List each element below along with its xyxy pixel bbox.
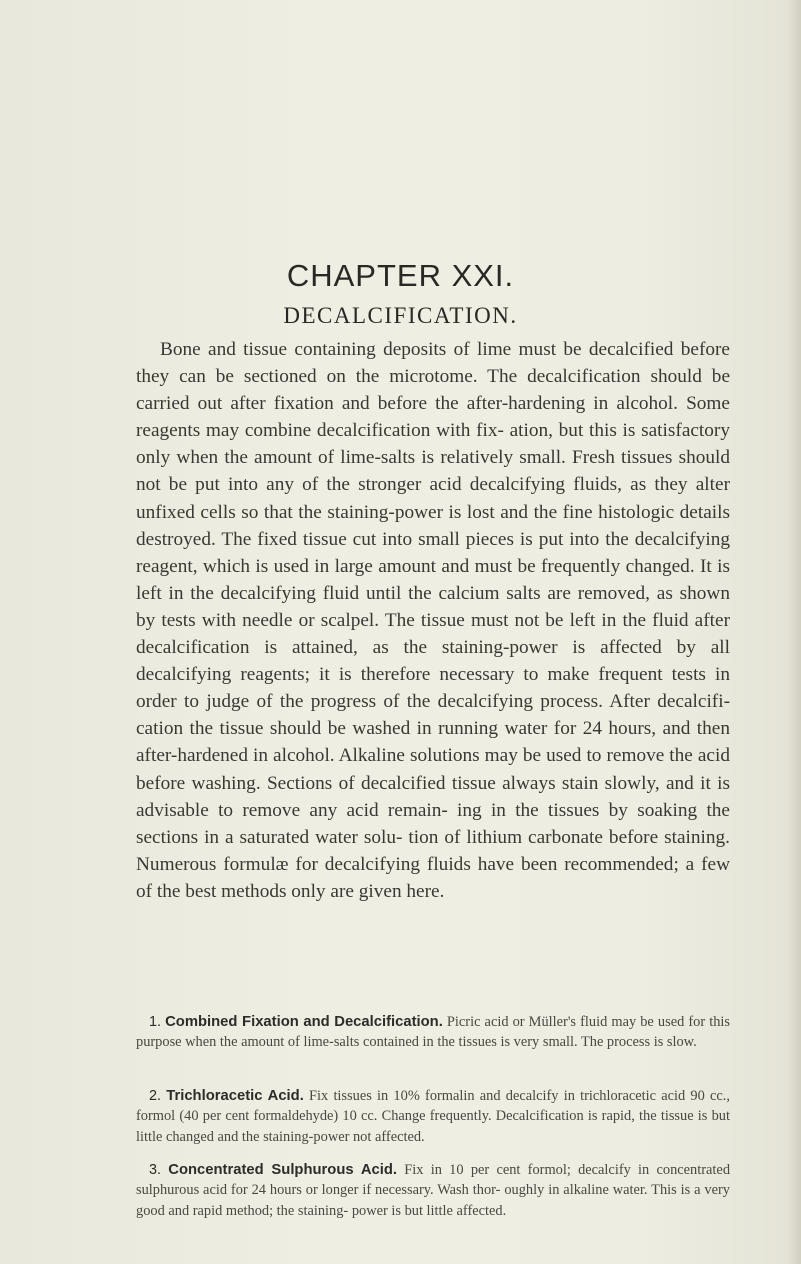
- intro-paragraph: Bone and tissue containing deposits of lime must be decalcified before they can be sectioned on the microtome. The decalcification should be carried out after fixation and before the after-hardening in alcohol. Some reagents may combine decalcification with fix- ation, but this is satisfactory only when the amount of lime-salts is relatively small. Fresh tissues should not be put into any of the stronger acid decalcifying fluids, as they alter unfixed cells so that the staining-power is lost and the fine histologic details destroyed. The fixed tissue cut into small pieces is put into the decalcifying reagent, which is used in large amount and must be frequently changed. It is left in the decalcifying fluid until the calcium salts are removed, as shown by tests with needle or scalpel. The tissue must not be left in the fluid after decalcification is attained, as the staining-power is affected by all decalcifying reagents; it is therefore necessary to make frequent tests in order to judge of the progress of the decalcifying process. After decalcifi- cation the tissue should be washed in running water for 24 hours, and then after-hardened in alcohol. Alkaline solutions may be used to remove the acid before washing. Sections of decalcified tissue always stain slowly, and it is advisable to remove any acid remain- ing in the tissues by soaking the sections in a saturated water solu- tion of lithium carbonate before staining. Numerous formulæ for decalcifying fluids have been recommended; a few of the best methods only are given here.: [136, 339, 730, 902]
- method-item: [136, 1012, 730, 1053]
- method-number: 2.: [149, 1088, 162, 1104]
- method-number: 3.: [149, 1162, 162, 1178]
- method-text: Fix tissues in 10% formalin and decalcify in trichloracetic acid 90 cc., formol (40 per cent formaldehyde) 10 cc. Change frequently. Decalcification is rapid, the tissue is but little changed and the staining-power not affected.: [136, 1088, 730, 1145]
- method-text: Picric acid or Müller's fluid may be used for this purpose when the amount of lime-salts contained in the tissues is very small. The process is slow.: [136, 1014, 731, 1051]
- chapter-title: CHAPTER XXI.: [286, 258, 515, 293]
- method-item: [136, 1160, 730, 1221]
- page-edge-shadow: [787, 0, 801, 1264]
- method-heading: Concentrated Sulphurous Acid.: [168, 1162, 398, 1178]
- method-heading: Combined Fixation and Decalcification.: [165, 1014, 443, 1030]
- method-number: 1.: [149, 1014, 162, 1030]
- chapter-subtitle: DECALCIFICATION.: [283, 303, 518, 328]
- method-text: Fix in 10 per cent formol; decalcify in concentrated sulphurous acid for 24 hours or longer if necessary. Wash thor- oughly in alkaline water. This is a very good and rapid method; the staining- power is but little affected.: [136, 1162, 731, 1219]
- method-heading: Trichloracetic Acid.: [166, 1088, 304, 1104]
- method-item: [136, 1086, 730, 1147]
